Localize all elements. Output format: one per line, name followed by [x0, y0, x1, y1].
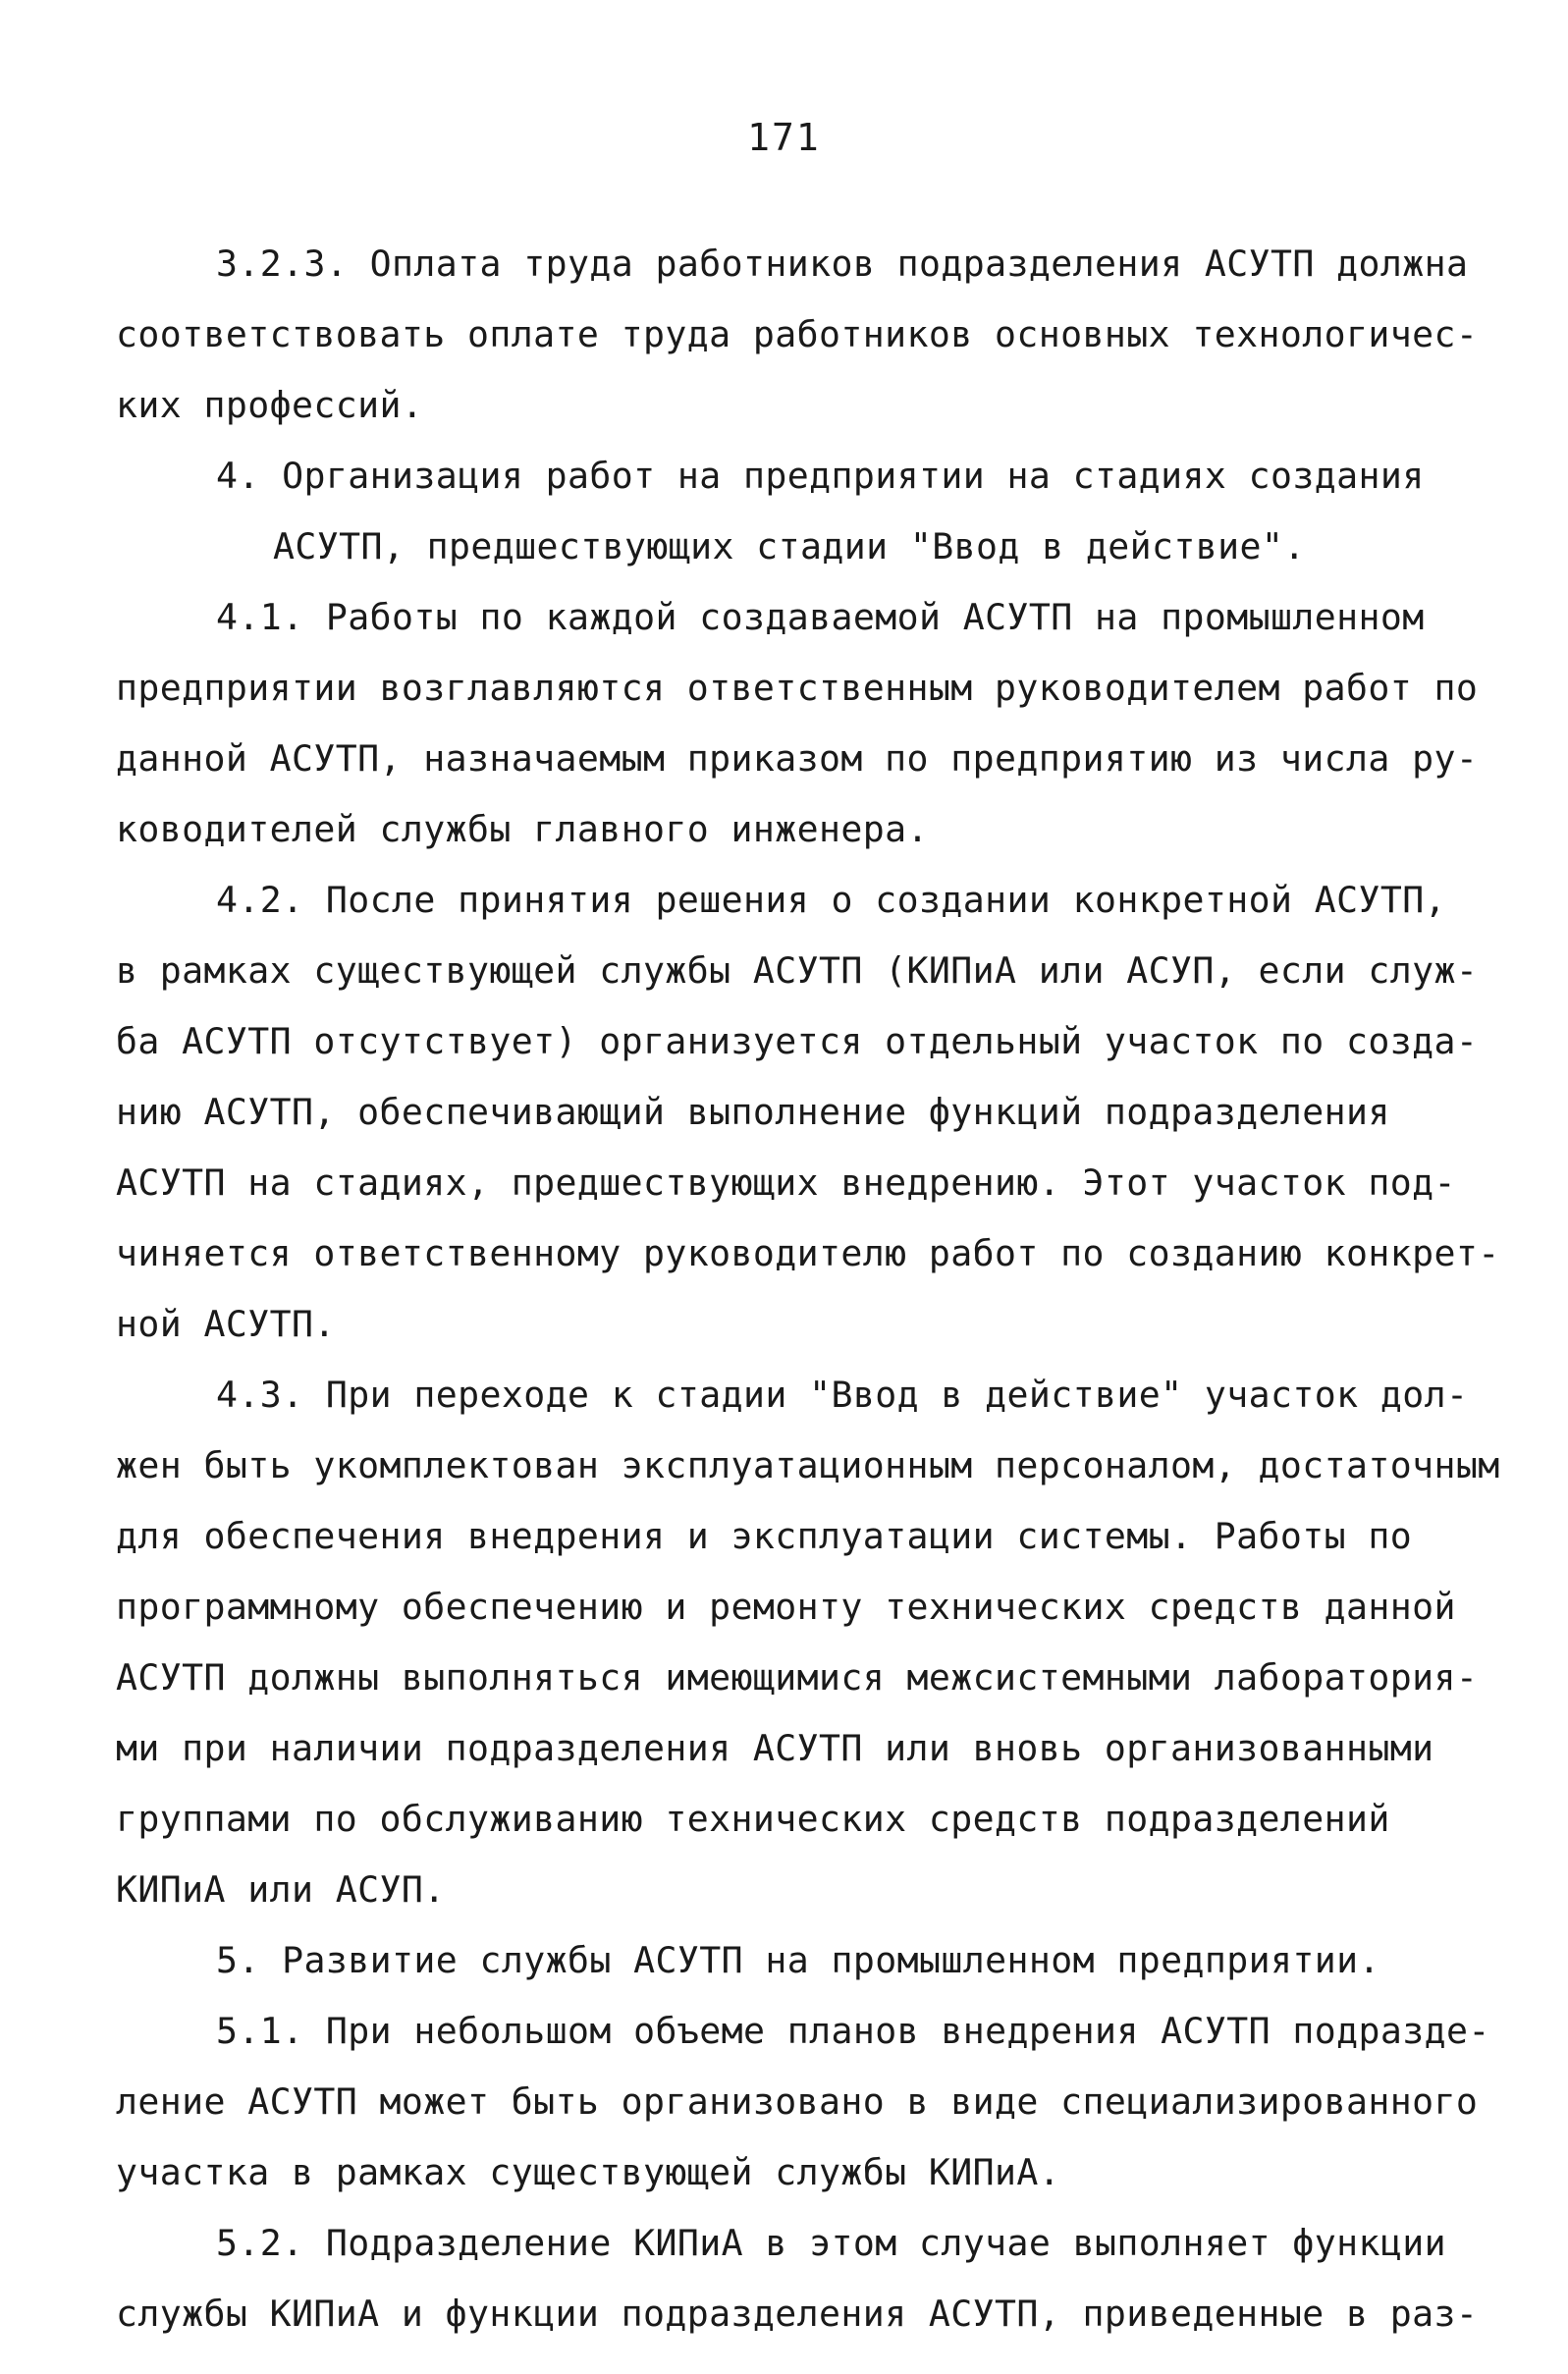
text-line: для обеспечения внедрения и эксплуатации системы. Работы по — [116, 1515, 1413, 1557]
text-line: ких профессий. — [116, 384, 424, 426]
text-line: ной АСУТП. — [116, 1303, 336, 1345]
page-number: 171 — [747, 116, 821, 159]
section-heading-4: 4. Организация работ на предприятии на стадиях создания — [216, 455, 1425, 497]
text-line: АСУТП на стадиях, предшествующих внедрению. Этот участок под- — [116, 1161, 1456, 1204]
text-line: программному обеспечению и ремонту технических средств данной — [116, 1586, 1456, 1628]
text-line: 5.1. При небольшом объеме планов внедрения АСУТП подразде- — [216, 2010, 1490, 2052]
text-line: жен быть укомплектован эксплуатационным персоналом, достаточным — [116, 1444, 1500, 1486]
text-line: в рамках существующей службы АСУТП (КИПиА или АСУП, если служ- — [116, 949, 1479, 992]
text-line: ление АСУТП может быть организовано в виде специализированного — [116, 2080, 1479, 2123]
section-heading-4-cont: АСУТП, предшествующих стадии "Ввод в действие". — [273, 525, 1306, 567]
text-line: группами по обслуживанию технических средств подразделений — [116, 1798, 1390, 1840]
text-line: ба АСУТП отсутствует) организуется отдельный участок по созда- — [116, 1020, 1479, 1062]
text-line: нию АСУТП, обеспечивающий выполнение функций подразделения — [116, 1091, 1390, 1133]
text-line: ководителей службы главного инженера. — [116, 808, 929, 850]
text-line: КИПиА или АСУП. — [116, 1868, 446, 1911]
text-line: чиняется ответственному руководителю работ по созданию конкрет- — [116, 1232, 1500, 1274]
text-line: 4.1. Работы по каждой создаваемой АСУТП на промышленном — [216, 596, 1425, 638]
text-line: службы КИПиА и функции подразделения АСУТП, приведенные в раз- — [116, 2293, 1479, 2335]
text-line: данной АСУТП, назначаемым приказом по предприятию из числа ру- — [116, 737, 1479, 780]
text-line: АСУТП должны выполняться имеющимися межсистемными лаборатория- — [116, 1656, 1479, 1699]
text-line: соответствовать оплате труда работников основных технологичес- — [116, 313, 1479, 355]
text-line: 3.2.3. Оплата труда работников подразделения АСУТП должна — [216, 243, 1469, 285]
section-heading-5: 5. Развитие службы АСУТП на промышленном предприятии. — [216, 1939, 1380, 1981]
text-line: участка в рамках существующей службы КИПиА. — [116, 2151, 1061, 2193]
text-line: 4.3. При переходе к стадии "Ввод в действие" участок дол- — [216, 1374, 1469, 1416]
text-line: 4.2. После принятия решения о создании конкретной АСУТП, — [216, 879, 1446, 921]
text-line: предприятии возглавляются ответственным руководителем работ по — [116, 667, 1479, 709]
text-line: ми при наличии подразделения АСУТП или вновь организованными — [116, 1727, 1434, 1769]
text-line: 5.2. Подразделение КИПиА в этом случае выполняет функции — [216, 2222, 1446, 2264]
